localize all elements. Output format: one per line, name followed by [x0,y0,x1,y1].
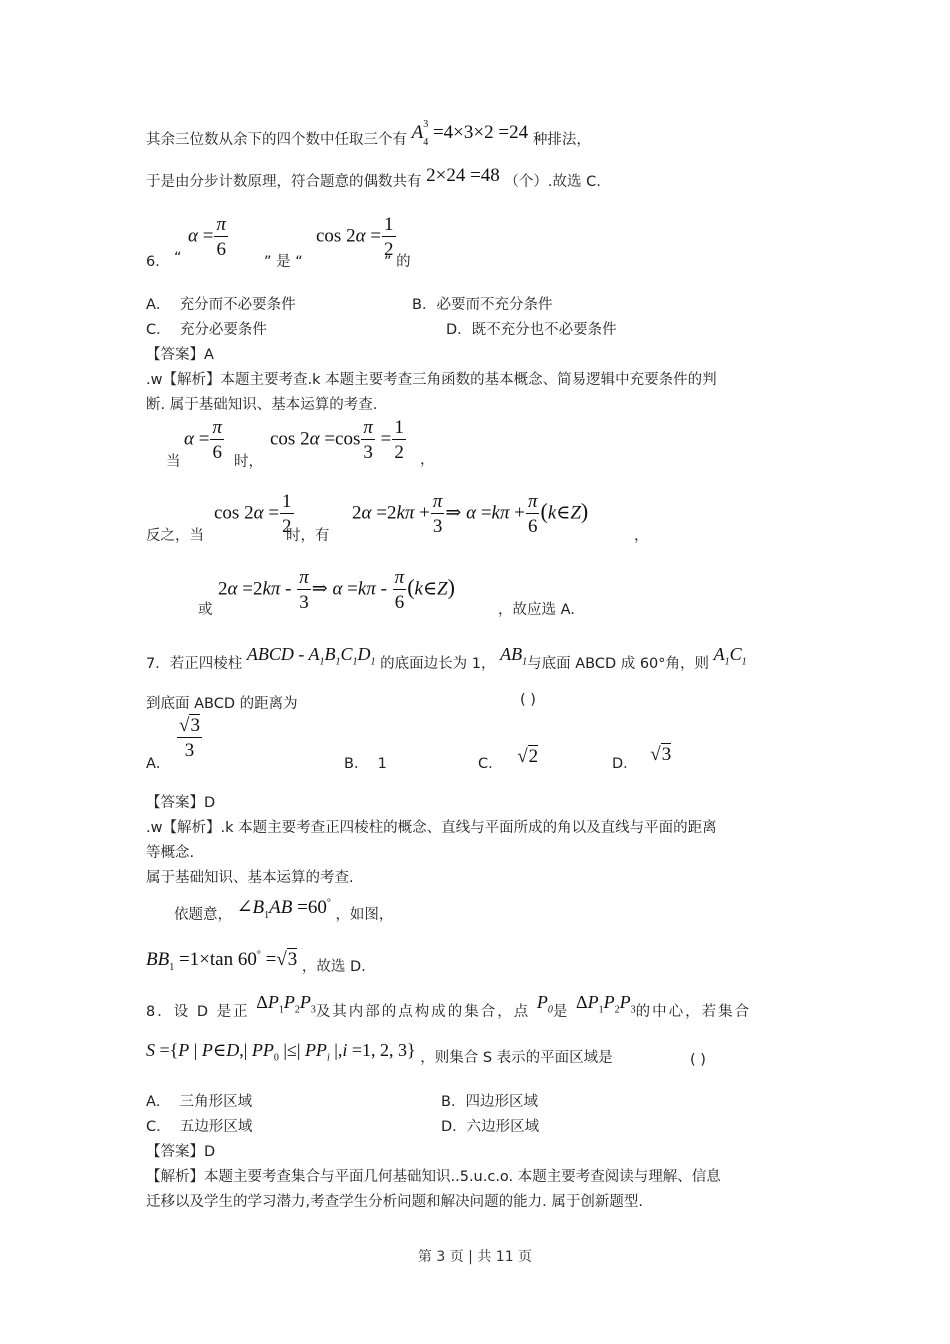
math-general-solution-plus: 2α =2kπ + $\frac{\pi}{3}$ ⇒ α =kπ + $\frac{\pi}{6}$ (k∈Z) [352,491,589,537]
text: 及其内部的点构成的集合，点 [315,1004,531,1020]
option-text: 充分必要条件 [179,322,267,338]
option-b[interactable] [344,752,387,773]
math-segment: $A_1C_1$ [713,644,747,668]
question-text: 到底面 ABCD 的距离为 [146,696,298,712]
math-triangle: $\Delta P_1P_2P_3$ [576,992,636,1016]
option-text: 五边形区域 [179,1119,253,1135]
text: ，故应选 A. [498,602,575,618]
math-sqrt3: √3 [650,744,672,765]
text: 或 [198,602,213,618]
math-sqrt2: √2 [517,746,539,767]
math-angle: $\angle B_1AB =60^\circ$ [236,897,331,921]
analysis-text: .w【解析】本题主要考查.k 本题主要考查三角函数的基本概念、简易逻辑中充要条件的判 [146,372,717,388]
option-a[interactable] [146,293,296,314]
analysis-text: 等概念. [146,845,195,861]
analysis-text: 属于基础知识、基本运算的考查. [146,870,354,886]
option-label: A． [146,297,171,313]
answer-label: 【答案】D [146,795,216,811]
math-triangle: $\Delta P_1P_2P_3$ [256,992,316,1016]
analysis-text: 【解析】本题主要考查集合与平面几何基础知识..5.u.c.o. 本题主要考查阅读与理解、信息 [146,1169,721,1185]
math-edge: $AB_1$ [500,644,528,668]
answer-label: 【答案】D [146,1144,216,1160]
option-label: D． [446,322,472,338]
text-line [146,118,591,152]
option-c[interactable] [478,746,539,774]
option-label: A． [146,1094,171,1110]
question-7-stem [146,644,747,676]
option-d[interactable] [441,1115,539,1136]
option-label: D． [612,756,638,772]
analysis-text: 迁移以及学生的学习潜力,考查学生分析问题和解决问题的能力. 属于创新题型. [146,1194,643,1210]
text: 种排法， [532,132,591,148]
option-label: A． [146,756,171,772]
text-line [146,165,601,192]
text: 是 [552,1004,570,1020]
question-8-stem [146,992,752,1024]
text: 若正四棱柱 [169,656,243,672]
text: 设 D 是正 [173,1004,250,1020]
text: ， [634,528,649,544]
text: 其余三位数从余下的四个数中任取三个有 [146,132,407,148]
text: 于是由分步计数原理，符合题意的偶数共有 [146,174,422,190]
math-general-solution-minus: 2α =2kπ - $\frac{\pi}{3}$ ⇒ α =kπ - $\frac{\pi}{6}$ (k∈Z) [218,567,455,613]
math-alpha-eq: α = $\frac{\pi}{6}$ [188,214,226,260]
option-text: 三角形区域 [179,1094,253,1110]
question-number: 7． [146,656,170,672]
text: ，如图， [335,907,394,923]
option-label: B． [441,1094,466,1110]
option-b[interactable] [441,1090,538,1111]
text: 依题意， [174,907,232,923]
answer-blank: ( ) [520,692,536,708]
text: 时， [234,454,263,470]
option-a[interactable] [146,1090,252,1111]
text: 与底面 ABCD 成 60°角，则 [527,656,710,672]
option-text: 必要而不充分条件 [436,297,553,313]
text: 当 [166,454,181,470]
option-label: B． [412,297,437,313]
option-d[interactable] [446,318,617,339]
math-permutation: $A_4^3 =4\times 3\times 2 =24$ [411,118,533,148]
math-product: 2×24 =48 [426,165,500,186]
option-text: 既不充分也不必要条件 [471,322,617,338]
text: ， [420,452,435,468]
page-indicator: 第 3 页 | 共 11 页 [417,1249,533,1265]
math-cos-eq: cos 2α = $\frac{1}{2}$ [316,214,394,260]
option-label: C． [146,322,171,338]
option-text: 充分而不必要条件 [179,297,296,313]
math-prism: ABCD - $A_1B_1C_1D_1$ [246,644,376,668]
option-text: 四边形区域 [465,1094,538,1110]
answer-blank: ( ) [690,1052,706,1068]
question-number: 8． [146,1004,174,1020]
option-text: 1 [377,756,387,772]
answer-label: 【答案】A [146,347,214,363]
analysis-text: 断. 属于基础知识、基本运算的考查. [146,397,378,413]
math-alpha-eq: α = $\frac{\pi}{6}$ [184,417,222,463]
option-c[interactable] [146,318,267,339]
text: 时，有 [286,528,330,544]
option-label: D． [441,1119,467,1135]
question-text [146,1040,613,1070]
math-height: $BB_1 =1\times\tan$ 60° =√3 [146,949,298,973]
math-set-definition: S ={P | P∈D,| $PP_0$ |≤| $PP_i$ |,i =1, 2, 3} [146,1040,416,1064]
analysis-text: .w【解析】.k 本题主要考查正四棱柱的概念、直线与平面所成的角以及直线与平面的距离 [146,820,717,836]
option-label: C． [146,1119,171,1135]
text: 的中心，若集合 [635,1004,752,1020]
solution-step [174,897,394,927]
math-cos-eq: cos 2α = $\frac{1}{2}$ [214,491,292,537]
option-label: C． [478,756,503,772]
text: 的底面边长为 1， [380,656,496,672]
math-cos-eval: cos 2α =cos $\frac{\pi}{3}$ = $\frac{1}{2}$ [270,417,404,463]
option-d[interactable] [612,744,672,774]
option-c[interactable] [146,1115,252,1136]
text: ，故选 D. [301,959,366,975]
option-text: 六边形区域 [466,1119,540,1135]
solution-step [146,949,366,979]
text: （个）.故选 C. [504,174,601,190]
question-number: 6． [146,254,170,270]
option-label: B． [344,756,369,772]
text: 反之，当 [146,528,204,544]
option-b[interactable] [412,293,552,314]
math-p0: $P_0$ [536,992,553,1016]
text: ，则集合 S 表示的平面区域是 [420,1050,613,1066]
math-sqrt3-over-3: $\frac{√3}{3}$ [179,715,200,761]
